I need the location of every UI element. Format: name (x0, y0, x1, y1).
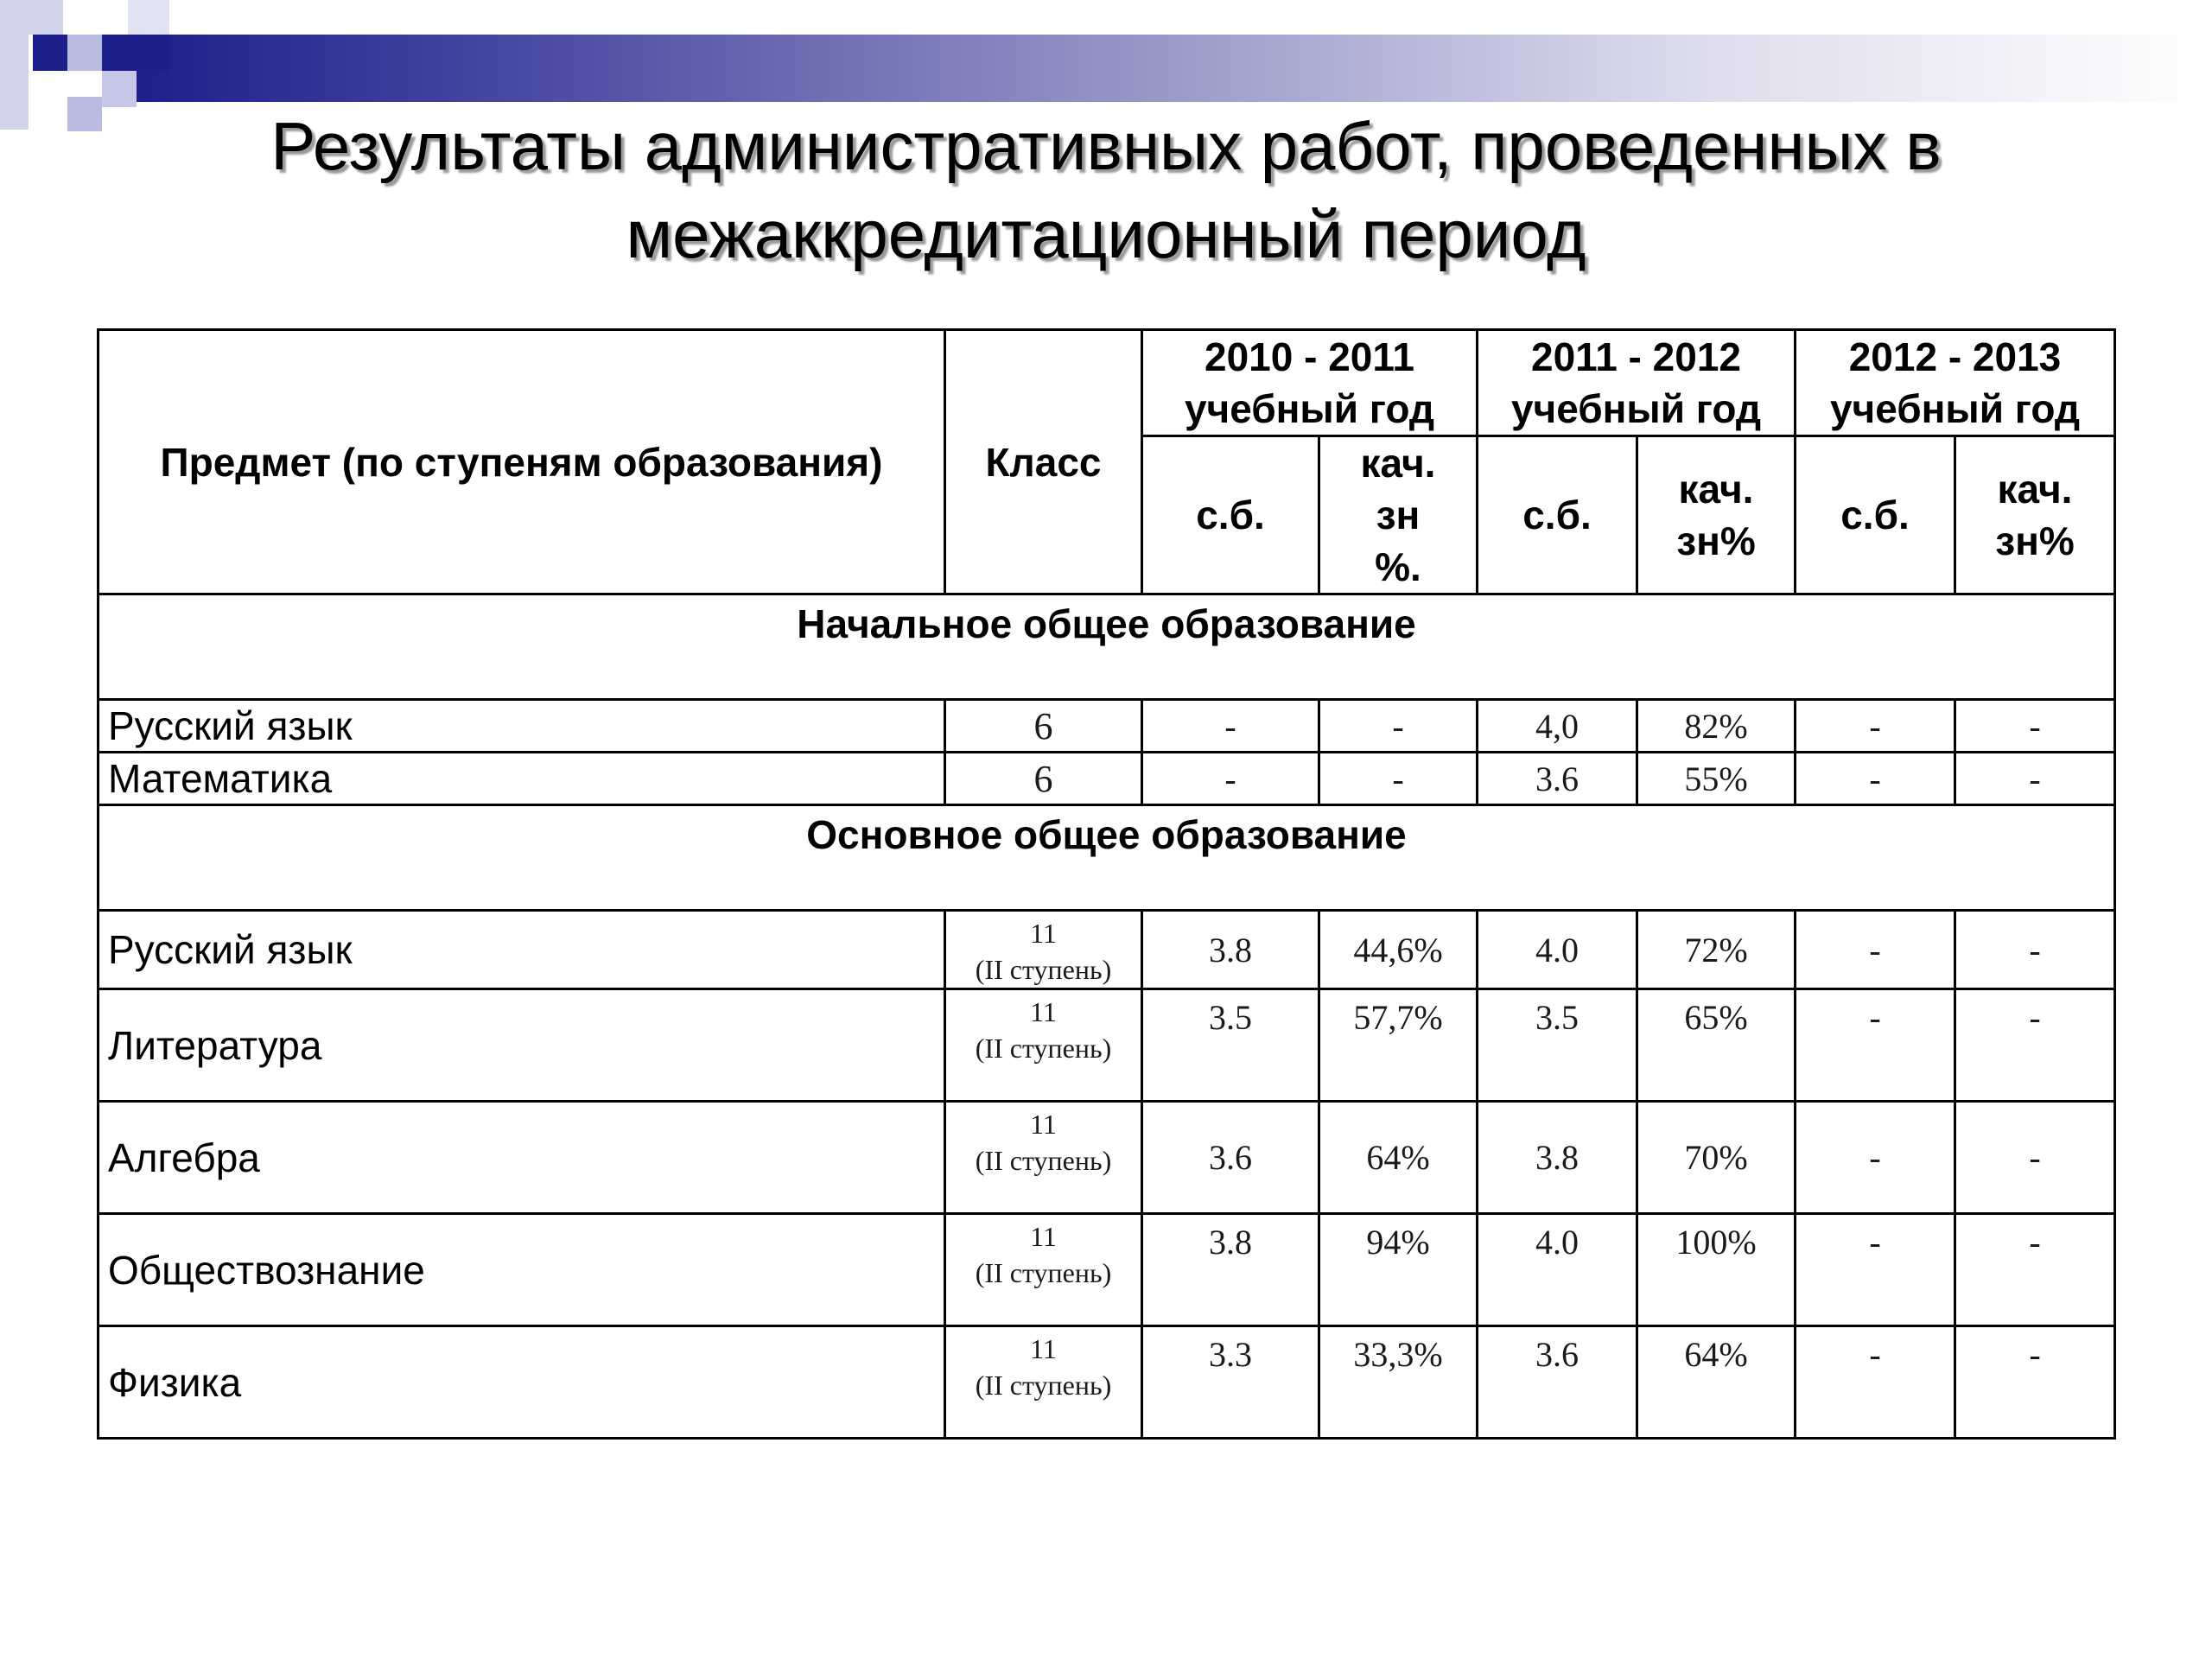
header-quality-l1: кач. (1997, 467, 2073, 512)
header-year-2011 (1478, 330, 1796, 436)
cell-class (945, 911, 1142, 989)
decor-square (33, 35, 67, 71)
cell-class-stage: (II ступень) (975, 1370, 1112, 1401)
cell-y2-avg: 4.0 (1478, 911, 1637, 989)
header-quality-l2: зн% (1676, 518, 1756, 563)
header-quality-l1: кач. (1678, 467, 1754, 512)
cell-y2-quality: 64% (1637, 1326, 1796, 1439)
cell-y1-avg: 3.8 (1142, 1214, 1319, 1326)
cell-y2-avg: 4.0 (1478, 1214, 1637, 1326)
cell-y1-quality: 33,3% (1319, 1326, 1478, 1439)
cell-class-number: 11 (1030, 996, 1057, 1027)
cell-class (945, 989, 1142, 1102)
cell-y3-avg: - (1796, 1326, 1955, 1439)
cell-y3-avg: - (1796, 1214, 1955, 1326)
cell-y1-quality: - (1319, 700, 1478, 753)
section-row (99, 805, 2115, 911)
cell-y3-avg: - (1796, 989, 1955, 1102)
cell-class-stage: (II ступень) (975, 954, 1112, 985)
decor-square (128, 0, 169, 35)
table-row (99, 1102, 2115, 1214)
table-row (99, 1214, 2115, 1326)
header-row (99, 330, 2115, 436)
cell-subject: Математика (99, 753, 945, 805)
cell-y3-quality: - (1955, 1326, 2115, 1439)
header-quality (1637, 436, 1796, 594)
cell-class (945, 1326, 1142, 1439)
cell-y3-quality: - (1955, 1214, 2115, 1326)
cell-class-stage: (II ступень) (975, 1257, 1112, 1288)
table-row (99, 989, 2115, 1102)
cell-y1-avg: 3.3 (1142, 1326, 1319, 1439)
header-subject: Предмет (по ступеням образования) (99, 330, 945, 594)
header-quality (1319, 436, 1478, 594)
cell-y2-avg: 3.8 (1478, 1102, 1637, 1214)
cell-y1-avg: 3.5 (1142, 989, 1319, 1102)
cell-y3-avg: - (1796, 911, 1955, 989)
cell-y2-quality: 70% (1637, 1102, 1796, 1214)
slide-title-line1: Результаты административных работ, проведенных в (270, 108, 1942, 184)
header-year-sub: учебный год (1829, 386, 2081, 431)
cell-class-stage: (II ступень) (975, 1033, 1112, 1064)
header-class: Класс (945, 330, 1142, 594)
results-table (97, 328, 2116, 1440)
section-title: Основное общее образование (99, 805, 2115, 911)
cell-y2-avg: 3.6 (1478, 753, 1637, 805)
cell-class: 6 (945, 753, 1142, 805)
cell-y2-quality: 55% (1637, 753, 1796, 805)
section-title: Начальное общее образование (99, 594, 2115, 700)
cell-y1-avg: 3.8 (1142, 911, 1319, 989)
cell-subject: Обществознание (99, 1214, 945, 1326)
table-row (99, 753, 2115, 805)
cell-y1-avg: 3.6 (1142, 1102, 1319, 1214)
section-row (99, 594, 2115, 700)
cell-y3-quality: - (1955, 911, 2115, 989)
cell-class: 6 (945, 700, 1142, 753)
cell-y1-avg: - (1142, 700, 1319, 753)
cell-y2-quality: 72% (1637, 911, 1796, 989)
decor-square (102, 35, 169, 71)
table-row (99, 1326, 2115, 1439)
cell-y3-avg: - (1796, 1102, 1955, 1214)
header-year-2012 (1796, 330, 2115, 436)
cell-y3-avg: - (1796, 700, 1955, 753)
cell-subject: Литература (99, 989, 945, 1102)
header-quality-l2: зн% (1995, 518, 2075, 563)
header-quality-l1: кач. (1360, 441, 1436, 486)
cell-y1-quality: - (1319, 753, 1478, 805)
cell-y2-quality: 100% (1637, 1214, 1796, 1326)
cell-y2-avg: 3.5 (1478, 989, 1637, 1102)
cell-y2-quality: 82% (1637, 700, 1796, 753)
cell-y1-quality: 94% (1319, 1214, 1478, 1326)
header-year-label: 2011 - 2012 (1530, 334, 1741, 379)
cell-y2-avg: 4,0 (1478, 700, 1637, 753)
cell-class-number: 11 (1030, 1333, 1057, 1364)
cell-subject: Физика (99, 1326, 945, 1439)
header-quality-l3: %. (1375, 544, 1421, 589)
table-row (99, 911, 2115, 989)
header-avg: с.б. (1796, 436, 1955, 594)
decor-square (0, 0, 29, 130)
header-year-label: 2012 - 2013 (1848, 334, 2062, 379)
cell-y3-quality: - (1955, 700, 2115, 753)
cell-class (945, 1214, 1142, 1326)
cell-y2-quality: 65% (1637, 989, 1796, 1102)
cell-subject: Русский язык (99, 700, 945, 753)
cell-subject: Русский язык (99, 911, 945, 989)
header-year-sub: учебный год (1510, 386, 1762, 431)
decor-square (67, 35, 102, 71)
cell-class-number: 11 (1030, 918, 1057, 949)
cell-y1-quality: 44,6% (1319, 911, 1478, 989)
cell-y3-quality: - (1955, 1102, 2115, 1214)
cell-class-number: 11 (1030, 1109, 1057, 1140)
slide-title-line2: межаккредитационный период (626, 196, 1586, 272)
cell-class-number: 11 (1030, 1221, 1057, 1252)
header-avg: с.б. (1478, 436, 1637, 594)
cell-y2-avg: 3.6 (1478, 1326, 1637, 1439)
cell-y3-quality: - (1955, 989, 2115, 1102)
header-year-2010 (1142, 330, 1478, 436)
cell-y1-avg: - (1142, 753, 1319, 805)
header-quality-l2: зн (1376, 493, 1421, 537)
header-year-label: 2010 - 2011 (1204, 334, 1414, 379)
cell-y3-quality: - (1955, 753, 2115, 805)
header-quality (1955, 436, 2115, 594)
decor-header-bar (137, 35, 2212, 102)
header-year-sub: учебный год (1184, 386, 1435, 431)
cell-y3-avg: - (1796, 753, 1955, 805)
cell-y1-quality: 64% (1319, 1102, 1478, 1214)
cell-y1-quality: 57,7% (1319, 989, 1478, 1102)
cell-class (945, 1102, 1142, 1214)
cell-subject: Алгебра (99, 1102, 945, 1214)
table-row (99, 700, 2115, 753)
header-avg: с.б. (1142, 436, 1319, 594)
decor-square (29, 0, 63, 35)
cell-class-stage: (II ступень) (975, 1145, 1112, 1176)
slide-title (86, 102, 2126, 278)
